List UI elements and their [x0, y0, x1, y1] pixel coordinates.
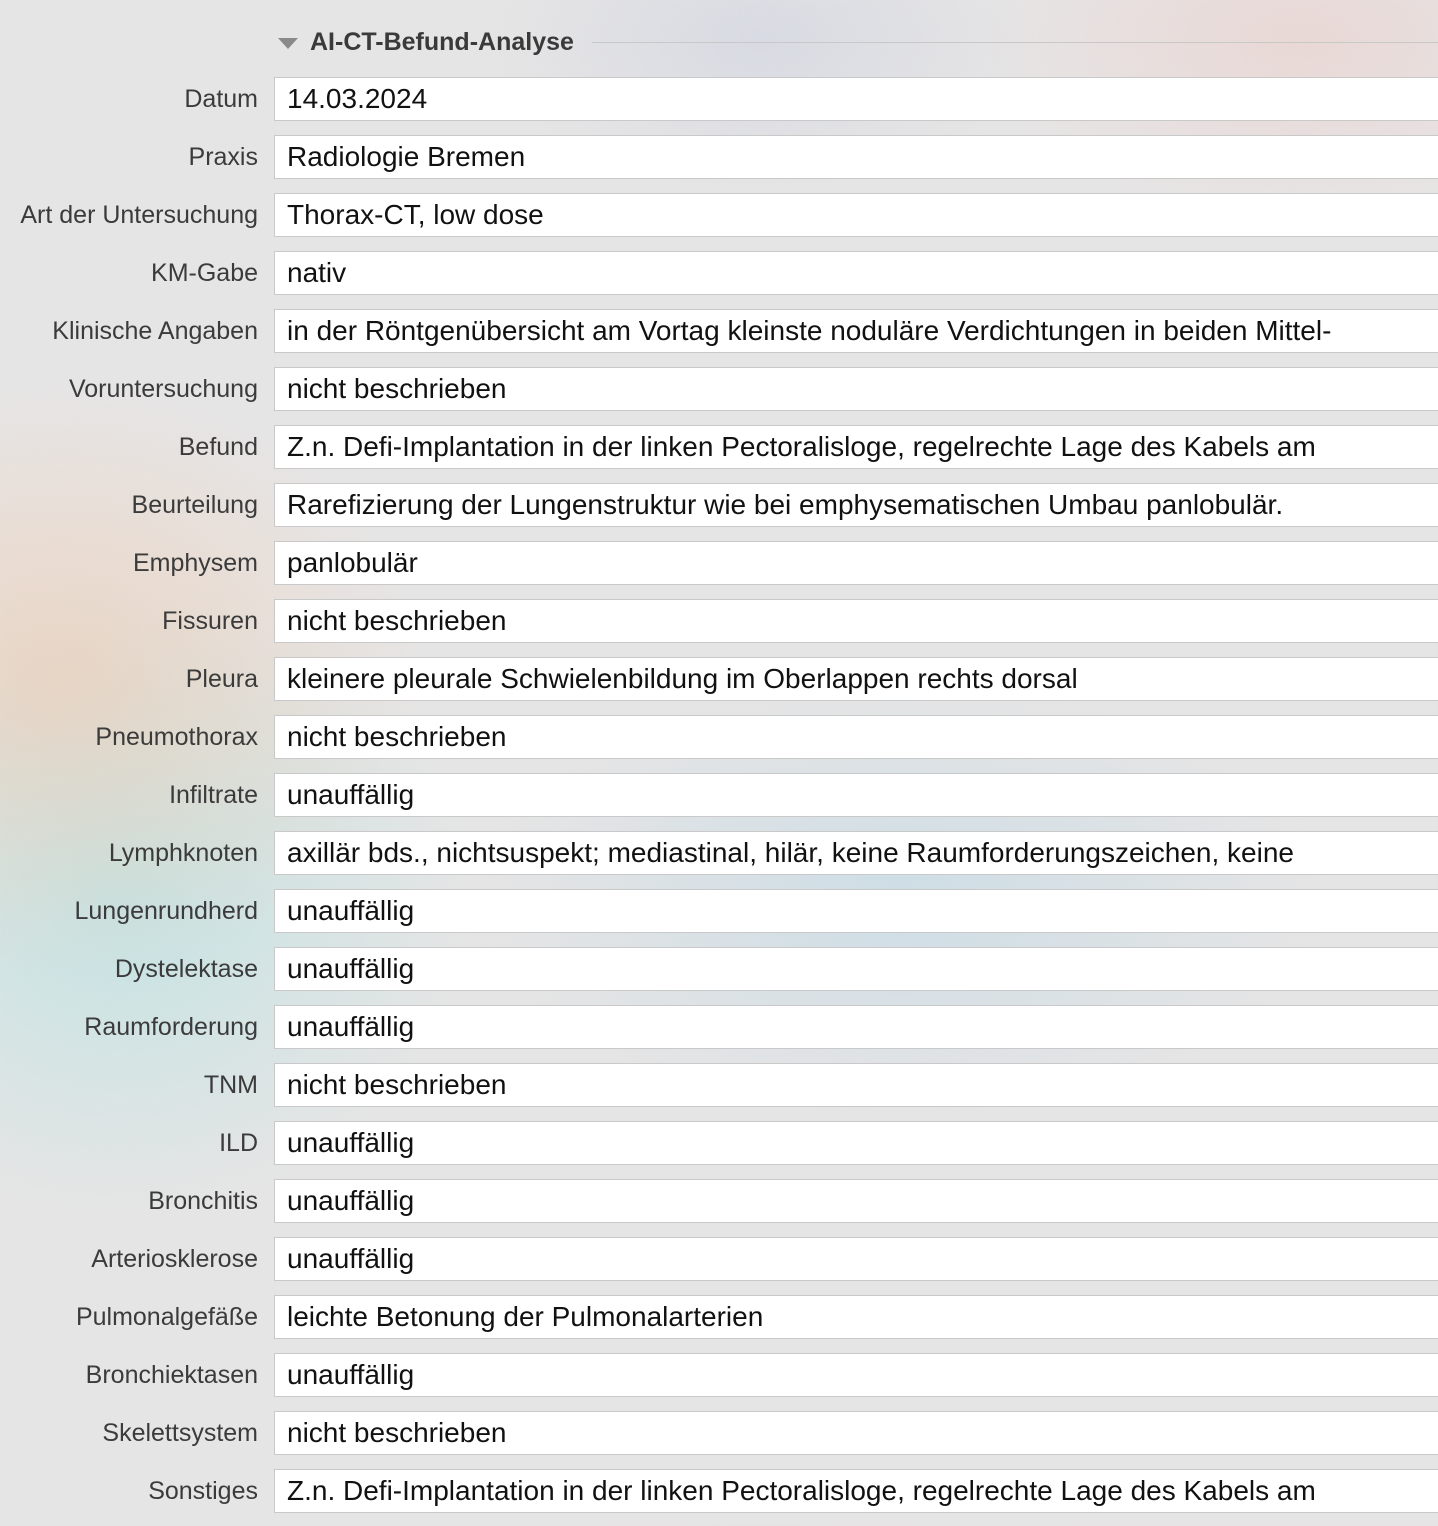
field-input-sonstiges[interactable]: [274, 1469, 1438, 1513]
form-row-beurteilung: [0, 481, 1438, 539]
section-title: AI-CT-Befund-Analyse: [310, 27, 574, 56]
field-label-sonstiges: Sonstiges: [148, 1477, 258, 1505]
form-row-raumforderung: [0, 1003, 1438, 1061]
form-row-pneumothorax: [0, 713, 1438, 771]
field-input-befund[interactable]: [274, 425, 1438, 469]
field-label-befund: Befund: [178, 433, 258, 461]
field-value-befund: Z.n. Defi-Implantation in der linken Pectoralisloge, regelrechte Lage des Kabels am: [287, 431, 1316, 462]
form-row-pulmonalgefaesse: [0, 1293, 1438, 1351]
form-row-datum: [0, 75, 1438, 133]
field-input-raumforderung[interactable]: [274, 1005, 1438, 1049]
field-label-tnm: TNM: [203, 1071, 258, 1099]
field-value-pleura: kleinere pleurale Schwielenbildung im Oberlappen rechts dorsal: [287, 663, 1078, 694]
field-input-arteriosklerose[interactable]: [274, 1237, 1438, 1281]
form-row-pleura: [0, 655, 1438, 713]
field-input-bronchitis[interactable]: [274, 1179, 1438, 1223]
field-value-km-gabe: nativ: [287, 257, 347, 288]
field-input-lungenrundherd[interactable]: [274, 889, 1438, 933]
form-row-arteriosklerose: [0, 1235, 1438, 1293]
field-input-pulmonalgefaesse[interactable]: [274, 1295, 1438, 1339]
field-label-voruntersuchung: Voruntersuchung: [68, 375, 258, 403]
field-label-ild: ILD: [219, 1129, 258, 1157]
form-row-emphysem: [0, 539, 1438, 597]
field-label-klinische-angaben: Klinische Angaben: [52, 317, 258, 345]
field-input-dystelektase[interactable]: [274, 947, 1438, 991]
field-input-voruntersuchung[interactable]: [274, 367, 1438, 411]
field-label-arteriosklerose: Arteriosklerose: [91, 1245, 258, 1273]
form-row-art-der-untersuchung: [0, 191, 1438, 249]
field-value-pulmonalgefaesse: leichte Betonung der Pulmonalarterien: [287, 1301, 764, 1332]
field-input-beurteilung[interactable]: [274, 483, 1438, 527]
form-row-fissuren: [0, 597, 1438, 655]
field-label-pulmonalgefaesse: Pulmonalgefäße: [75, 1303, 258, 1331]
field-value-dystelektase: unauffällig: [287, 953, 415, 984]
field-input-datum[interactable]: [274, 77, 1438, 121]
field-input-pleura[interactable]: [274, 657, 1438, 701]
field-label-emphysem: Emphysem: [132, 549, 258, 577]
field-input-tnm[interactable]: [274, 1063, 1438, 1107]
section-header[interactable]: [278, 24, 1438, 60]
form-row-ild: [0, 1119, 1438, 1177]
field-value-tnm: nicht beschrieben: [287, 1069, 507, 1100]
field-input-skelettsystem[interactable]: [274, 1411, 1438, 1455]
field-label-km-gabe: KM-Gabe: [151, 259, 258, 287]
section-divider: [592, 42, 1438, 43]
form-row-bronchitis: [0, 1177, 1438, 1235]
field-input-ild[interactable]: [274, 1121, 1438, 1165]
field-label-dystelektase: Dystelektase: [114, 955, 258, 983]
form-row-bronchiektasen: [0, 1351, 1438, 1409]
field-input-km-gabe[interactable]: [274, 251, 1438, 295]
form-row-voruntersuchung: [0, 365, 1438, 423]
field-value-bronchiektasen: unauffällig: [287, 1359, 415, 1390]
field-label-infiltrate: Infiltrate: [169, 781, 258, 809]
field-value-fissuren: nicht beschrieben: [287, 605, 507, 636]
field-input-bronchiektasen[interactable]: [274, 1353, 1438, 1397]
form-row-sonstiges: [0, 1467, 1438, 1525]
field-value-skelettsystem: nicht beschrieben: [287, 1417, 507, 1448]
field-label-datum: Datum: [184, 85, 258, 113]
field-value-arteriosklerose: unauffällig: [287, 1243, 415, 1274]
field-label-art-der-untersuchung: Art der Untersuchung: [20, 201, 258, 229]
field-input-art-der-untersuchung[interactable]: [274, 193, 1438, 237]
field-input-praxis[interactable]: [274, 135, 1438, 179]
field-value-voruntersuchung: nicht beschrieben: [287, 373, 507, 404]
field-value-datum: 14.03.2024: [287, 83, 428, 114]
field-input-infiltrate[interactable]: [274, 773, 1438, 817]
field-value-lungenrundherd: unauffällig: [287, 895, 415, 926]
field-label-bronchitis: Bronchitis: [148, 1187, 258, 1215]
field-input-pneumothorax[interactable]: [274, 715, 1438, 759]
field-input-klinische-angaben[interactable]: [274, 309, 1438, 353]
field-input-lymphknoten[interactable]: [274, 831, 1438, 875]
field-value-klinische-angaben: in der Röntgenübersicht am Vortag kleinste noduläre Verdichtungen in beiden Mittel-: [287, 315, 1332, 346]
form-row-lymphknoten: [0, 829, 1438, 887]
field-label-beurteilung: Beurteilung: [131, 491, 258, 519]
field-label-bronchiektasen: Bronchiektasen: [85, 1361, 258, 1389]
form-row-tnm: [0, 1061, 1438, 1119]
field-label-pleura: Pleura: [185, 665, 258, 693]
field-value-art-der-untersuchung: Thorax-CT, low dose: [287, 199, 544, 230]
form-row-infiltrate: [0, 771, 1438, 829]
field-label-lymphknoten: Lymphknoten: [108, 839, 258, 867]
field-label-fissuren: Fissuren: [162, 607, 258, 635]
form-fields: [0, 75, 1438, 1525]
field-value-praxis: Radiologie Bremen: [287, 141, 526, 172]
field-value-ild: unauffällig: [287, 1127, 415, 1158]
form-row-befund: [0, 423, 1438, 481]
field-value-bronchitis: unauffällig: [287, 1185, 415, 1216]
field-value-infiltrate: unauffällig: [287, 779, 415, 810]
field-value-beurteilung: Rarefizierung der Lungenstruktur wie bei emphysematischen Umbau panlobulär.: [287, 489, 1284, 520]
disclosure-triangle-icon[interactable]: [278, 38, 298, 49]
field-label-pneumothorax: Pneumothorax: [95, 723, 258, 751]
field-value-raumforderung: unauffällig: [287, 1011, 415, 1042]
field-label-praxis: Praxis: [188, 143, 258, 171]
field-value-lymphknoten: axillär bds., nichtsuspekt; mediastinal, hilär, keine Raumforderungszeichen, keine: [287, 837, 1294, 868]
field-value-pneumothorax: nicht beschrieben: [287, 721, 507, 752]
field-label-raumforderung: Raumforderung: [84, 1013, 258, 1041]
form-row-lungenrundherd: [0, 887, 1438, 945]
field-label-skelettsystem: Skelettsystem: [102, 1419, 258, 1447]
form-row-skelettsystem: [0, 1409, 1438, 1467]
form-row-km-gabe: [0, 249, 1438, 307]
form-row-dystelektase: [0, 945, 1438, 1003]
field-value-sonstiges: Z.n. Defi-Implantation in der linken Pectoralisloge, regelrechte Lage des Kabels am: [287, 1475, 1316, 1506]
field-input-emphysem[interactable]: [274, 541, 1438, 585]
field-label-lungenrundherd: Lungenrundherd: [74, 897, 258, 925]
field-value-emphysem: panlobulär: [287, 547, 418, 578]
form-row-klinische-angaben: [0, 307, 1438, 365]
form-row-praxis: [0, 133, 1438, 191]
field-input-fissuren[interactable]: [274, 599, 1438, 643]
